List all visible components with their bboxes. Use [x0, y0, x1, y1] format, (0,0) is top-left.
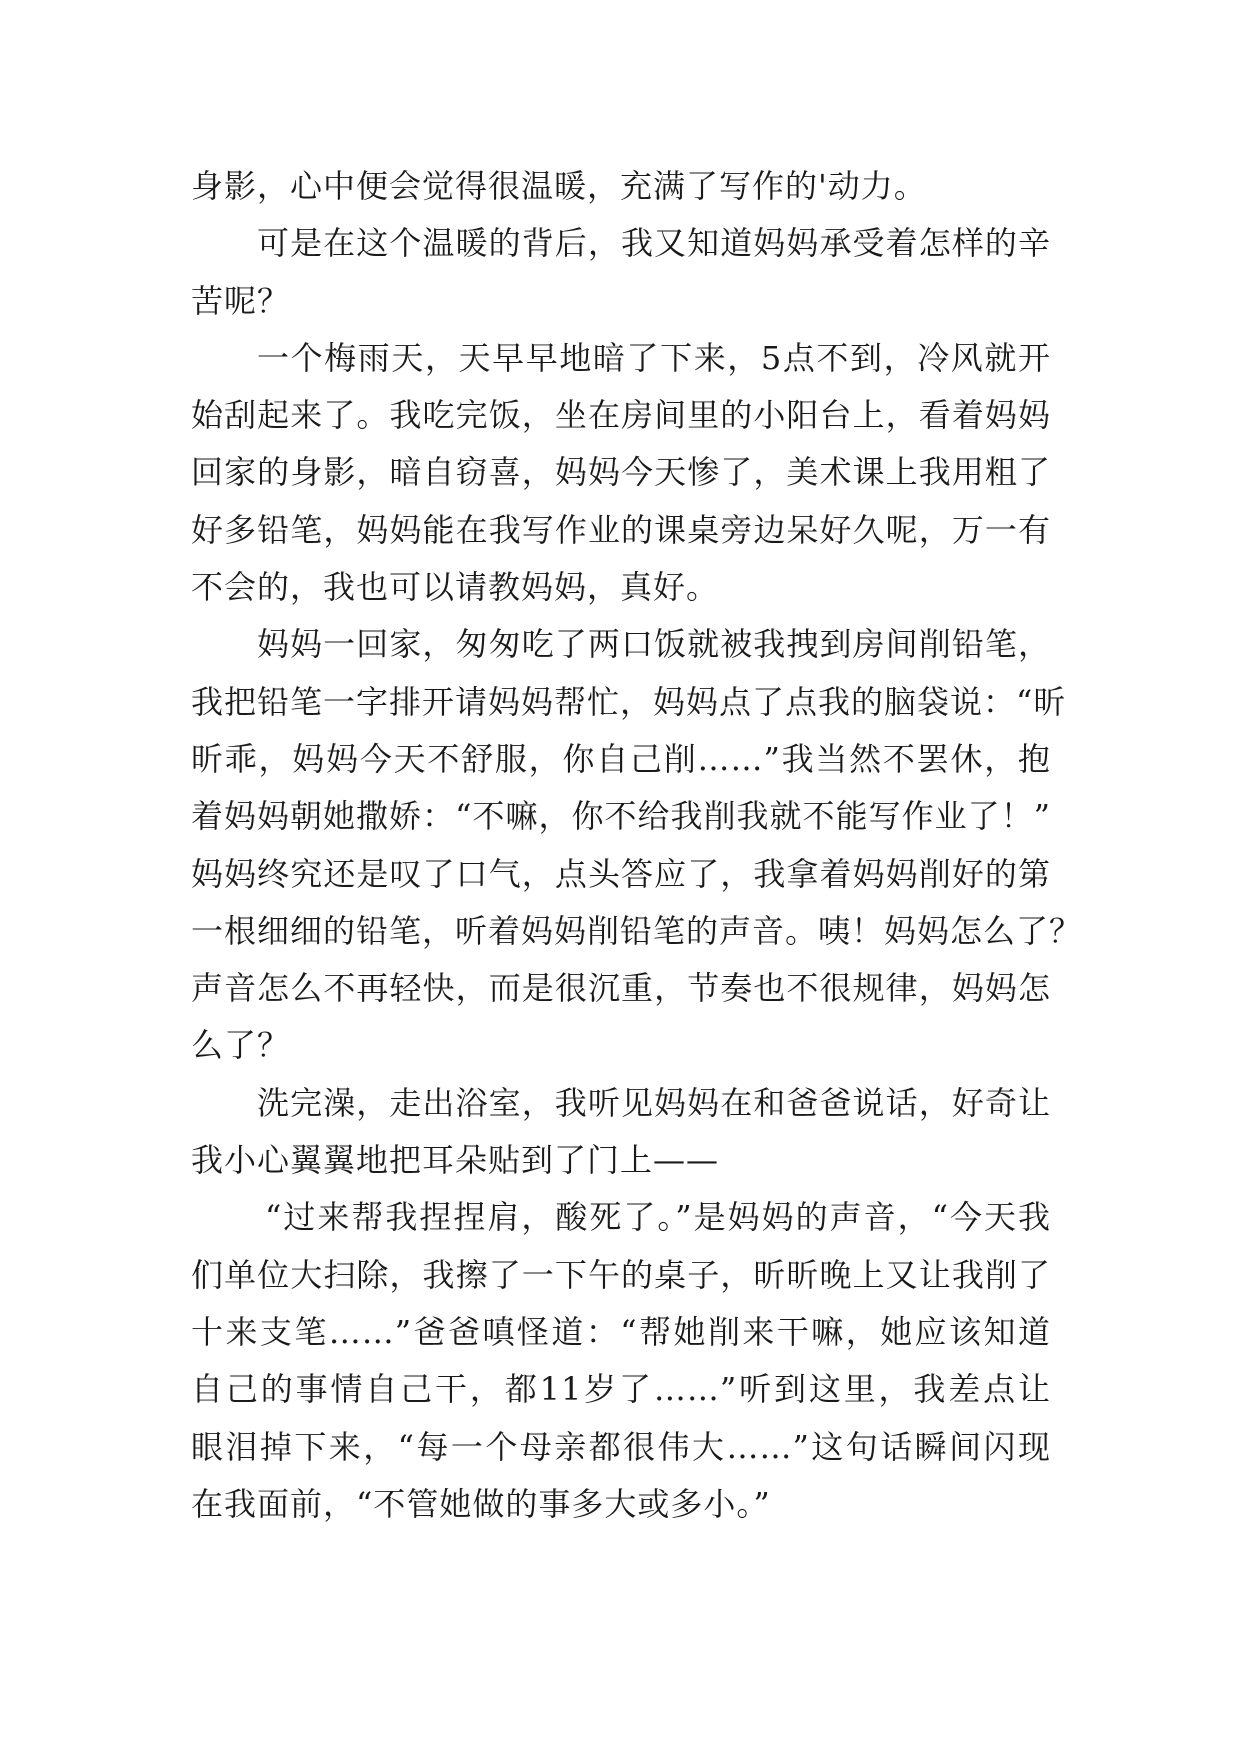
essay-body — [191, 158, 1083, 1533]
text-line: 我把铅笔一字排开请妈妈帮忙，妈妈点了点我的脑袋说：“昕 — [191, 682, 1067, 721]
text-line: 洗完澡，走出浴室，我听见妈妈在和爸爸说话，好奇让 — [257, 1083, 1051, 1122]
text-line: 不会的，我也可以请教妈妈，真好。 — [191, 568, 720, 607]
text-line: 一个梅雨天，天早早地暗了下来，5点不到，冷风就开 — [257, 338, 1051, 377]
text-line: 么了？ — [191, 1026, 291, 1065]
text-line: 妈妈终究还是叹了口气，点头答应了，我拿着妈妈削好的第 — [191, 854, 1051, 893]
text-line: 眼泪掉下来，“每一个母亲都很伟大……”这句话瞬间闪现 — [191, 1427, 1051, 1466]
text-line: 苦呢？ — [191, 281, 291, 320]
text-line: 身影，心中便会觉得很温暖，充满了写作的'动力。 — [191, 167, 927, 205]
text-line: 回家的身影，暗自窃喜，妈妈今天惨了，美术课上我用粗了 — [191, 453, 1051, 492]
text-line: 我小心翼翼地把耳朵贴到了门上—— — [191, 1141, 720, 1180]
text-line: 们单位大扫除，我擦了一下午的桌子，昕昕晚上又让我削了 — [191, 1255, 1051, 1294]
text-line: “过来帮我捏捏肩，酸死了。”是妈妈的声音，“今天我 — [265, 1198, 1051, 1237]
text-line: 昕乖，妈妈今天不舒服，你自己削……”我当然不罢休，抱 — [191, 739, 1051, 778]
text-line: 着妈妈朝她撒娇：“不嘛，你不给我削我就不能写作业了！” — [191, 797, 1051, 836]
text-line: 自己的事情自己干，都11岁了……”听到这里，我差点让 — [191, 1370, 1051, 1409]
text-line: 可是在这个温暖的背后，我又知道妈妈承受着怎样的辛 — [257, 224, 1051, 263]
text-line: 十来支笔……”爸爸嗔怪道：“帮她削来干嘛，她应该知道 — [191, 1312, 1051, 1351]
text-line: 好多铅笔，妈妈能在我写作业的课桌旁边呆好久呢，万一有 — [191, 510, 1051, 549]
text-line: 始刮起来了。我吃完饭，坐在房间里的小阳台上，看着妈妈 — [191, 396, 1051, 435]
text-line: 声音怎么不再轻快，而是很沉重，节奏也不很规律，妈妈怎 — [191, 969, 1051, 1008]
text-line: 在我面前，“不管她做的事多大或多小。” — [191, 1484, 771, 1523]
text-line: 一根细细的铅笔，听着妈妈削铅笔的声音。咦！妈妈怎么了？ — [191, 911, 1083, 950]
text-line: 妈妈一回家，匆匆吃了两口饭就被我拽到房间削铅笔， — [257, 625, 1051, 664]
